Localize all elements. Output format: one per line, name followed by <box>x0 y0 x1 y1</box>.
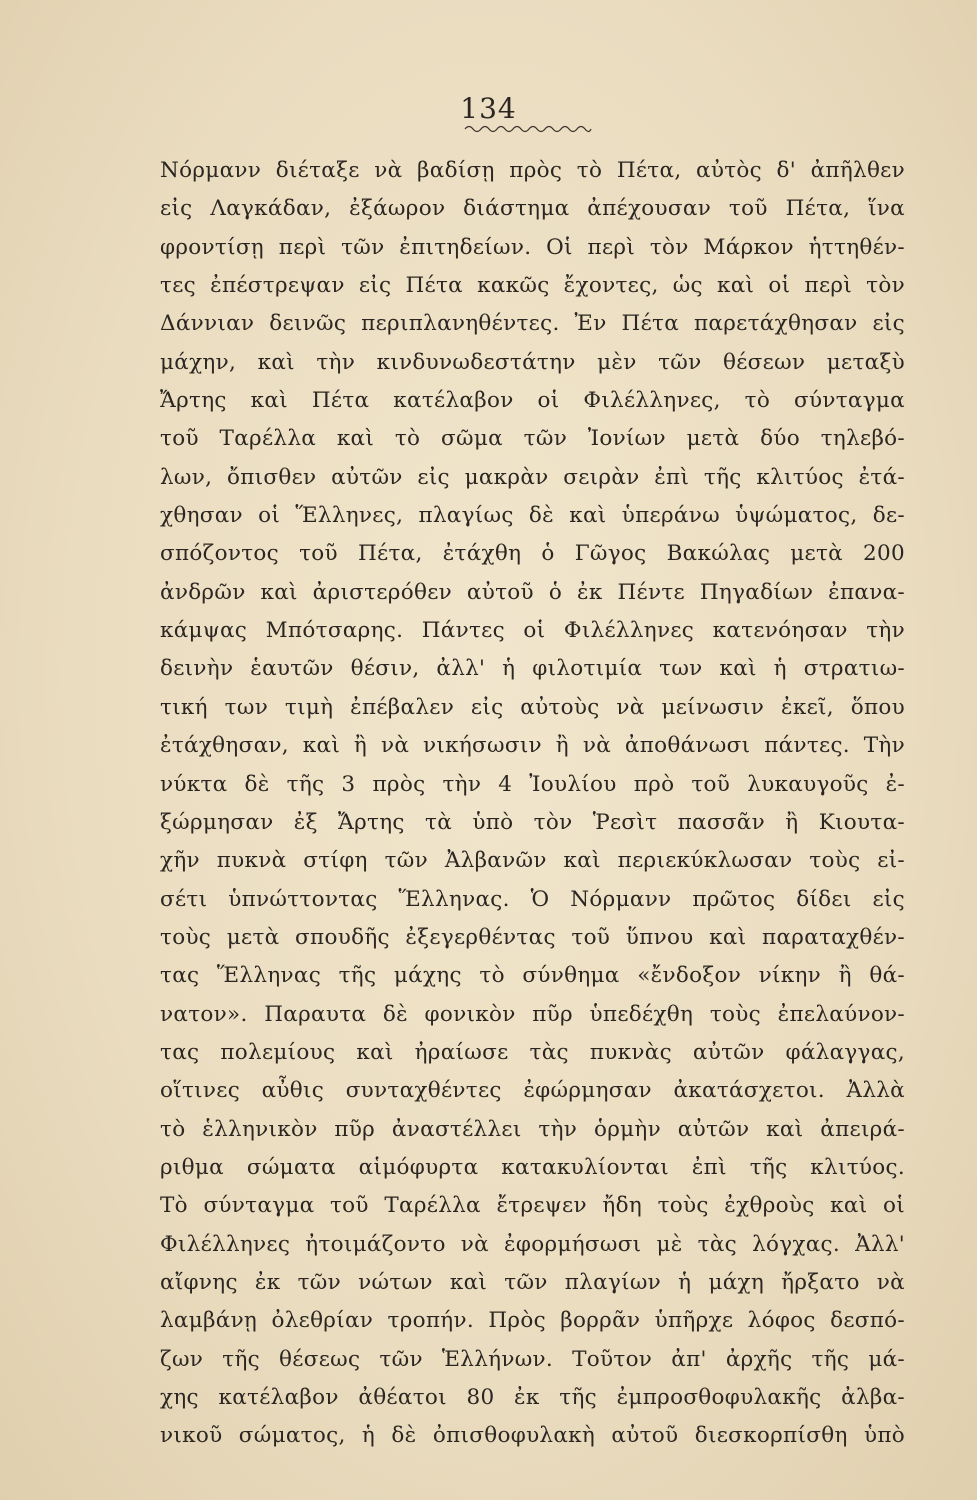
text-line: αἴφνης ἐκ τῶν νώτων καὶ τῶν πλαγίων ἡ μάχη ἤρξατο νὰ <box>160 1269 905 1295</box>
text-line: Ἄρτης καὶ Πέτα κατέλαβον οἱ Φιλέλληνες, τὸ σύνταγμα <box>160 388 905 414</box>
text-line: σέτι ὑπνώττοντας Ἕλληνας. Ὁ Νόρμανν πρῶτος δίδει εἰς <box>160 886 905 912</box>
text-line: τὸ ἑλληνικὸν πῦρ ἀναστέλλει τὴν ὁρμὴν αὐτῶν καὶ ἀπειρά- <box>160 1116 905 1142</box>
text-line: χῆν πυκνὰ στίφη τῶν Ἀλβανῶν καὶ περιεκύκλωσαν τοὺς εἰ- <box>160 848 905 874</box>
text-line: Φιλέλληνες ἠτοιμάζοντο νὰ ἐφορμήσωσι μὲ τὰς λόγχας. Ἀλλ' <box>160 1231 905 1257</box>
text-line: σπόζοντος τοῦ Πέτα, ἐτάχθη ὁ Γῶγος Βακώλας μετὰ 200 <box>160 541 905 567</box>
text-line: εἰς Λαγκάδαν, ἐξάωρον διάστημα ἀπέχουσαν τοῦ Πέτα, ἵνα <box>160 196 905 222</box>
text-line: ξώρμησαν ἐξ Ἄρτης τὰ ὑπὸ τὸν Ῥεσὶτ πασσᾶν ἢ Κιουτα- <box>160 809 905 835</box>
text-line: λαμβάνῃ ὀλεθρίαν τροπήν. Πρὸς βορρᾶν ὑπῆρχε λόφος δεσπό- <box>160 1308 905 1334</box>
text-line: ἀνδρῶν καὶ ἀριστερόθεν αὐτοῦ ὁ ἐκ Πέντε Πηγαδίων ἐπανα- <box>160 579 905 605</box>
text-line: Τὸ σύνταγμα τοῦ Ταρέλλα ἔτρεψεν ἤδη τοὺς ἐχθροὺς καὶ οἱ <box>160 1193 905 1219</box>
text-line: ἐτάχθησαν, καὶ ἢ νὰ νικήσωσιν ἢ νὰ ἀποθάνωσι πάντες. Τὴν <box>160 733 905 759</box>
text-line: τες ἐπέστρεψαν εἰς Πέτα κακῶς ἔχοντες, ὡς καὶ οἱ περὶ τὸν <box>160 273 905 299</box>
text-line: τας Ἕλληνας τῆς μάχης τὸ σύνθημα «ἔνδοξον νίκην ἢ θά- <box>160 963 905 989</box>
text-line: φροντίσῃ περὶ τῶν ἐπιτηδείων. Οἱ περὶ τὸν Μάρκον ἡττηθέν- <box>160 234 905 260</box>
text-line: τοὺς μετὰ σπουδῆς ἐξεγερθέντας τοῦ ὕπνου καὶ παραταχθέν- <box>160 924 905 950</box>
text-line: λων, ὄπισθεν αὐτῶν εἰς μακρὰν σειρὰν ἐπὶ τῆς κλιτύος ἐτά- <box>160 464 905 490</box>
text-line: τική των τιμὴ ἐπέβαλεν εἰς αὐτοὺς νὰ μείνωσιν ἐκεῖ, ὅπου <box>160 694 905 720</box>
text-line: χης κατέλαβον ἀθέατοι 80 ἐκ τῆς ἐμπροσθοφυλακῆς ἀλβα- <box>160 1385 905 1410</box>
wavy-rule-ornament <box>463 122 593 136</box>
text-line: νατον». Παραυτα δὲ φονικὸν πῦρ ὑπεδέχθη τοὺς ἐπελαύνον- <box>160 1001 905 1027</box>
text-line: Δάννιαν δεινῶς περιπλανηθέντες. Ἐν Πέτα παρετάχθησαν εἰς <box>160 311 905 337</box>
text-line: νικοῦ σώματος, ἡ δὲ ὀπισθοφυλακὴ αὐτοῦ διεσκορπίσθη ὑπὸ <box>160 1423 905 1449</box>
page-number: 134 <box>460 92 517 125</box>
text-line: ζων τῆς θέσεως τῶν Ἑλλήνων. Τοῦτον ἀπ' ἀρχῆς τῆς μά- <box>160 1346 905 1372</box>
text-line: νύκτα δὲ τῆς 3 πρὸς τὴν 4 Ἰουλίου πρὸ τοῦ λυκαυγοῦς ἐ- <box>160 771 905 797</box>
text-line: μάχην, καὶ τὴν κινδυνωδεστάτην μὲν τῶν θέσεων μεταξὺ <box>160 349 905 375</box>
text-line: οἵτινες αὖθις συνταχθέντες ἐφώρμησαν ἀκατάσχετοι. Ἀλλὰ <box>160 1078 905 1104</box>
text-line: χθησαν οἱ Ἕλληνες, πλαγίως δὲ καὶ ὑπεράνω ὑψώματος, δε- <box>160 503 905 529</box>
text-line: δεινὴν ἑαυτῶν θέσιν, ἀλλ' ἡ φιλοτιμία των καὶ ἡ στρατιω- <box>160 656 905 682</box>
body-text <box>160 152 905 1456</box>
text-line: τας πολεμίους καὶ ἠραίωσε τὰς πυκνὰς αὐτῶν φάλαγγας, <box>160 1039 905 1065</box>
text-line: Νόρμανν διέταξε νὰ βαδίσῃ πρὸς τὸ Πέτα, αὐτὸς δ' ἀπῆλθεν <box>160 158 905 183</box>
text-line: ριθμα σώματα αἱμόφυρτα κατακυλίονται ἐπὶ τῆς κλιτύος. <box>160 1154 905 1180</box>
text-line: κάμψας Μπότσαρης. Πάντες οἱ Φιλέλληνες κατενόησαν τὴν <box>160 618 905 644</box>
text-line: τοῦ Ταρέλλα καὶ τὸ σῶμα τῶν Ἰονίων μετὰ δύο τηλεβό- <box>160 426 905 452</box>
